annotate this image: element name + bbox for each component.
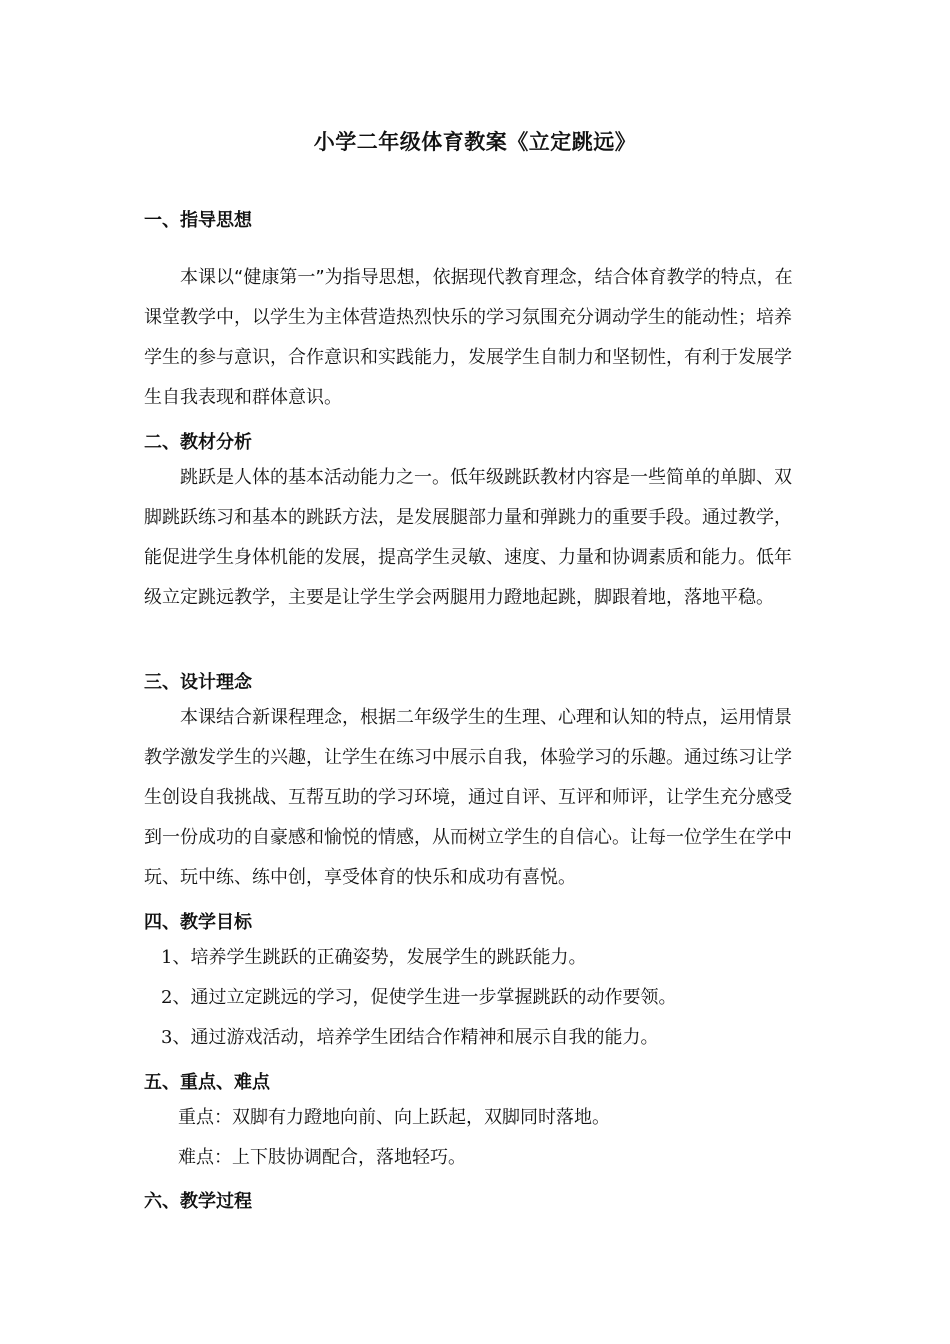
section-body-material-analysis: 跳跃是人体的基本活动能力之一。低年级跳跃教材内容是一些简单的单脚、双脚跳跃练习和基本的跳跃方法，是发展腿部力量和弹跳力的重要手段。通过教学，能促进学生身体机能的发展，提高学生灵敏、速度、力量和协调素质和能力。低年级立定跳远教学，主要是让学生学会两腿用力蹬地起跳，脚跟着地，落地平稳。 <box>144 467 792 608</box>
goal-item-3 <box>161 1018 658 1058</box>
section-heading-key-difficult-points: 五、重点、难点 <box>144 1072 270 1093</box>
goal-text: 通过游戏活动，培养学生团结合作精神和展示自我的能力。 <box>190 1027 659 1048</box>
goal-number: 1、 <box>161 947 191 968</box>
goal-text: 培养学生跳跃的正确姿势，发展学生的跳跃能力。 <box>190 947 587 968</box>
goal-number: 2、 <box>161 987 191 1008</box>
document-title: 小学二年级体育教案《立定跳远》 <box>313 130 637 154</box>
section-body-design-concept: 本课结合新课程理念，根据二年级学生的生理、心理和认知的特点，运用情景教学激发学生的兴趣，让学生在练习中展示自我，体验学习的乐趣。通过练习让学生创设自我挑战、互帮互助的学习环境，通过自评、互评和师评，让学生充分感受到一份成功的自豪感和愉悦的情感，从而树立学生的自信心。让每一位学生在学中玩、玩中练、练中创，享受体育的快乐和成功有喜悦。 <box>144 707 792 888</box>
section-heading-design-concept: 三、设计理念 <box>144 672 252 693</box>
goal-number: 3、 <box>161 1027 191 1048</box>
goal-item-1 <box>161 938 586 978</box>
section-heading-guiding-thought: 一、指导思想 <box>144 210 252 231</box>
goal-text: 通过立定跳远的学习，促使学生进一步掌握跳跃的动作要领。 <box>190 987 677 1008</box>
key-point-line: 重点：双脚有力蹬地向前、向上跃起，双脚同时落地。 <box>178 1107 610 1128</box>
difficult-point-line: 难点：上下肢协调配合，落地轻巧。 <box>178 1147 466 1168</box>
section-heading-teaching-process: 六、教学过程 <box>144 1191 252 1212</box>
section-heading-material-analysis: 二、教材分析 <box>144 432 252 453</box>
section-body-guiding-thought: 本课以“健康第一”为指导思想，依据现代教育理念，结合体育教学的特点，在课堂教学中，以学生为主体营造热烈快乐的学习氛围充分调动学生的能动性；培养学生的参与意识，合作意识和实践能力，发展学生自制力和坚韧性，有利于发展学生自我表现和群体意识。 <box>144 267 793 408</box>
section-heading-teaching-goals: 四、教学目标 <box>144 912 252 933</box>
goal-item-2 <box>161 978 676 1018</box>
